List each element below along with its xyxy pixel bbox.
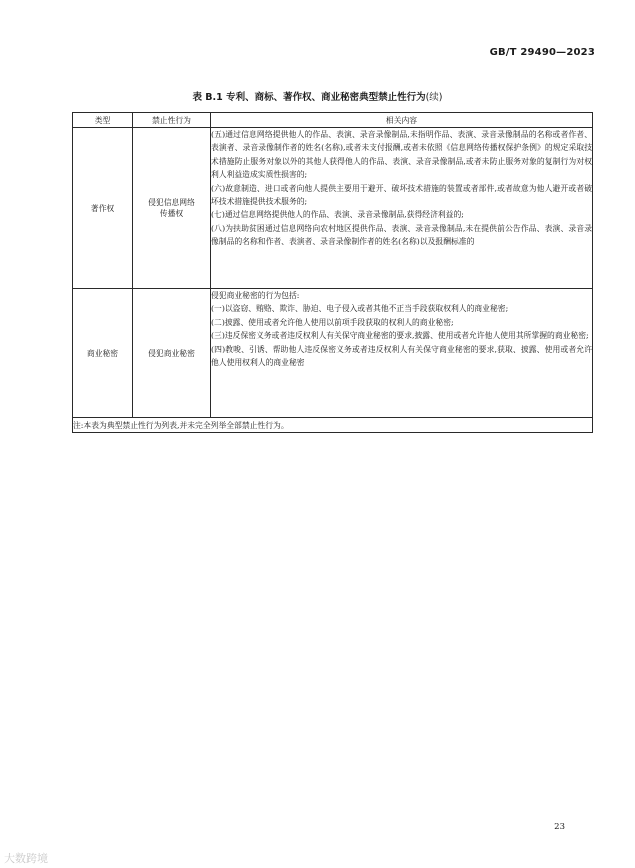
header-act: 禁止性行为: [133, 113, 211, 128]
header-type: 类型: [73, 113, 133, 128]
row-content: [211, 128, 593, 289]
row-type: 商业秘密: [73, 289, 133, 418]
table-title-continued: (续): [425, 92, 443, 103]
content-item: (四)教唆、引诱、帮助他人违反保密义务或者违反权利人有关保守商业秘密的要求,获取、披露、使用或者允许他人使用权利人的商业秘密: [211, 344, 592, 368]
page-number: 23: [554, 822, 565, 832]
table-header-row: [73, 113, 593, 128]
row-content: [211, 289, 593, 418]
content-item: 侵犯商业秘密的行为包括:: [211, 291, 300, 300]
content-item: (七)通过信息网络提供他人的作品、表演、录音录像制品,获得经济利益的;: [211, 210, 464, 220]
header-content: 相关内容: [211, 113, 593, 128]
row-act: 侵犯信息网络传播权: [133, 128, 211, 289]
table-title-text: 表 B.1 专利、商标、著作权、商业秘密典型禁止性行为: [192, 92, 426, 103]
row-act: 侵犯商业秘密: [133, 289, 211, 418]
table-title: [0, 89, 635, 103]
content-item: (三)违反保密义务或者违反权利人有关保守商业秘密的要求,披露、使用或者允许他人使用其所掌握的商业秘密;: [211, 331, 589, 341]
content-item: (二)披露、使用或者允许他人使用以前项手段获取的权利人的商业秘密;: [211, 317, 454, 327]
content-item: (六)故意制造、进口或者向他人提供主要用于避开、破坏技术措施的装置或者部件,或者故意为他人避开或者破坏技术措施提供技术服务的;: [211, 183, 592, 207]
table-note: 注:本表为典型禁止性行为列表,并未完全列举全部禁止性行为。: [73, 418, 593, 433]
row-type: 著作权: [73, 128, 133, 289]
watermark: 大数跨境: [4, 852, 48, 865]
content-item: (一)以盗窃、贿赂、欺诈、胁迫、电子侵入或者其他不正当手段获取权利人的商业秘密;: [211, 304, 509, 314]
standard-code: GB/T 29490—2023: [489, 47, 595, 58]
table-note-row: [73, 418, 593, 433]
content-item: (八)为扶助贫困通过信息网络向农村地区提供作品、表演、录音录像制品,未在提供前公告作品、表演、录音录像制品的名称和作者、表演者、录音录像制作者的姓名(名称)以及报酬标准的: [211, 223, 592, 247]
table-row: [73, 289, 593, 418]
content-item: (五)通过信息网络提供他人的作品、表演、录音录像制品,未指明作品、表演、录音录像制品的名称或者作者、表演者、录音录像制作者的姓名(名称),或者未支付报酬,或者未依照《信息网络传播权保护条例》的规定采取技术措施防止服务对象以外的其他人获得他人的作品、表演、录音录像制品,或者未防止服务对象的复制行为对权利人利益造成实质性损害的;: [211, 130, 592, 180]
prohibited-acts-table: [72, 112, 593, 433]
table-row: [73, 128, 593, 289]
